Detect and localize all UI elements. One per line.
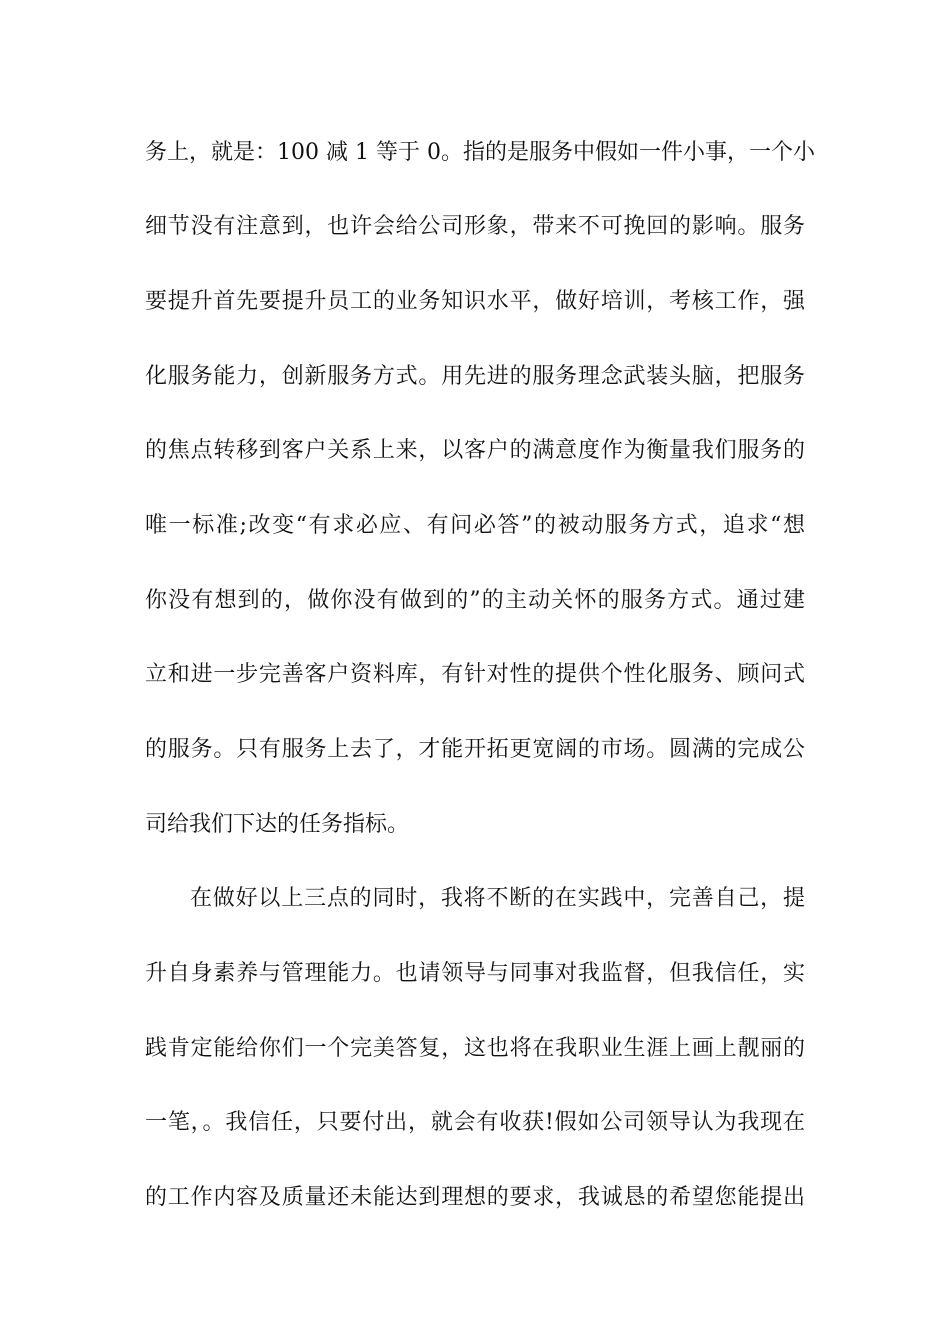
text-line: 在做好以上三点的同时，我将不断的在实践中，完善自己，提: [190, 886, 805, 911]
text-line: 务上，就是：100 减 1 等于 0。指的是服务中假如一件小事，一个小: [145, 140, 815, 165]
text-line: 你没有想到的，做你没有做到的”的主动关怀的服务方式。通过建: [145, 588, 805, 613]
text-line: 升自身素养与管理能力。也请领导与同事对我监督，但我信任，实: [145, 961, 805, 986]
text-line: 的焦点转移到客户关系上来，以客户的满意度作为衡量我们服务的: [145, 438, 805, 463]
text-line: 的工作内容及质量还未能达到理想的要求，我诚恳的希望您能提出: [145, 1185, 805, 1210]
text-line: 要提升首先要提升员工的业务知识水平，做好培训，考核工作，强: [145, 289, 805, 314]
text-line: 细节没有注意到，也许会给公司形象，带来不可挽回的影响。服务: [145, 214, 805, 239]
text-line: 司给我们下达的任务指标。: [145, 812, 410, 837]
text-line: 践肯定能给你们一个完美答复，这也将在我职业生涯上画上靓丽的: [145, 1036, 805, 1061]
text-line: 唯一标准;改变“有求必应、有问必答”的被动服务方式，追求“想: [145, 513, 805, 538]
text-line: 的服务。只有服务上去了，才能开拓更宽阔的市场。圆满的完成公: [145, 737, 805, 762]
text-line: 化服务能力，创新服务方式。用先进的服务理念武装头脑，把服务: [145, 364, 805, 389]
text-line: 一笔，。我信任，只要付出，就会有收获!假如公司领导认为我现在: [145, 1110, 805, 1135]
text-line: 立和进一步完善客户资料库，有针对性的提供个性化服务、顾问式: [145, 662, 805, 687]
